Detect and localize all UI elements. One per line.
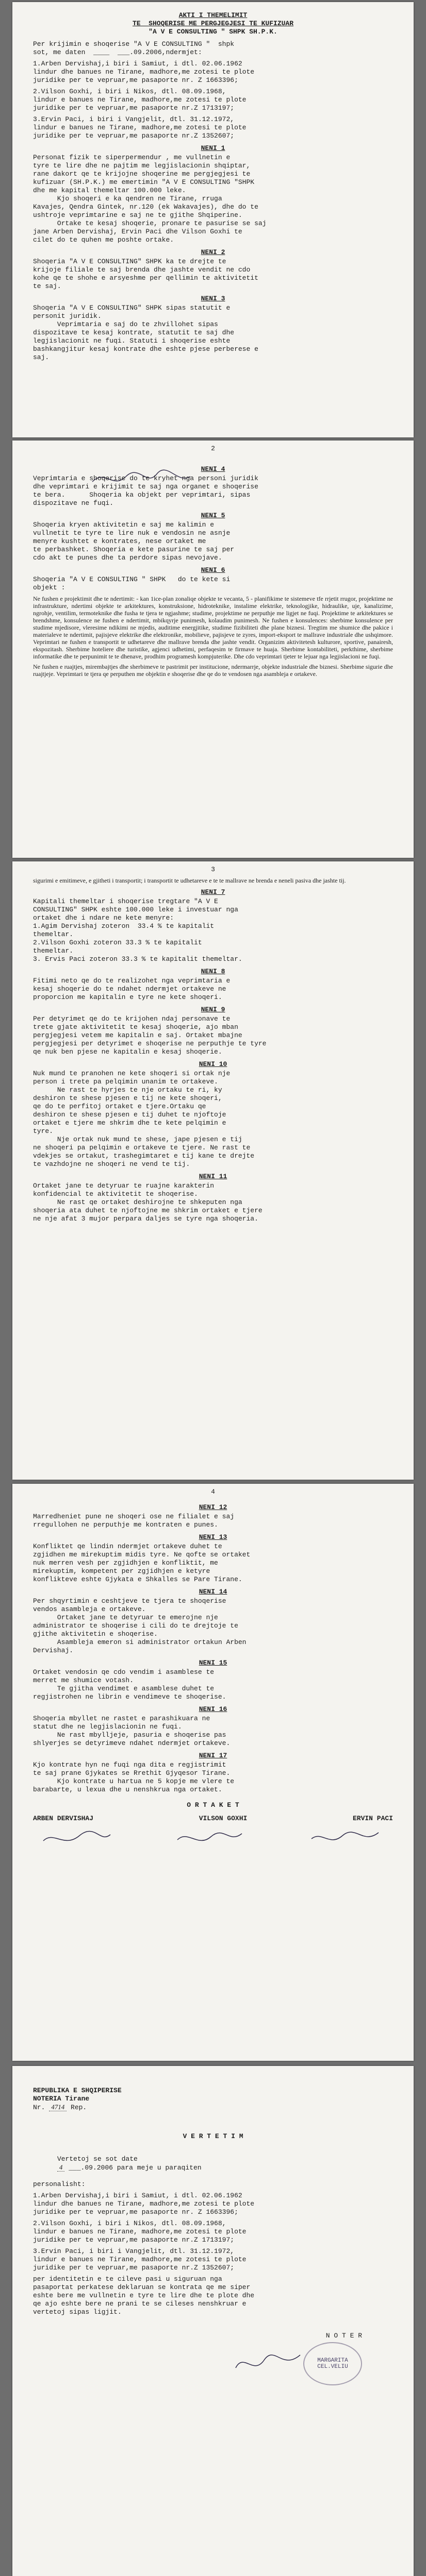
notary-office: NOTERIA Tirane bbox=[33, 2095, 90, 2103]
signatories-heading: O R T A K E T bbox=[187, 1801, 239, 1809]
article-6-intro: Shoqeria "A V E CONSULTING " SHPK do te kete si objekt : bbox=[33, 575, 231, 591]
article-16-heading: NENI 16 bbox=[199, 1705, 227, 1713]
article-9-text: Per detyrimet qe do te krijohen ndaj personave te trete gjate aktivitetit te kesaj shoqerie, ajo mban pergjegjesi vetem me kapitalin e saj. Ortaket mbajne pergjegjesi per detyrimet e shoqerise ne perputhje te tyre qe nuk ben pjese ne kapitalin e kesaj shoqerie. bbox=[33, 1015, 267, 1056]
party-3: 3.Ervin Paci, i biri i Vangjelit, dtl. 31.12.1972, lindur e banues ne Tirane, madhore,me zotesi te plote juridike per te vepruar,me pasaporte nr.Z 1352607; bbox=[33, 115, 247, 140]
continued-object-line: sigurimi e emitimeve, e gjitheti i transportit; i transportit te udhetareve e te te mallrave ne brenda e neneli pasiva dhe jashte tij. bbox=[33, 877, 346, 884]
document-page-1 bbox=[12, 2, 414, 437]
certification-lead-2: personalisht: bbox=[33, 2180, 86, 2188]
notary-label: N O T E R bbox=[325, 2332, 362, 2340]
document-page-notary bbox=[12, 2066, 414, 2576]
repertory-handwritten-number: 4714 bbox=[49, 2103, 67, 2111]
article-17-heading: NENI 17 bbox=[199, 1752, 227, 1759]
article-10-heading: NENI 10 bbox=[199, 1060, 227, 1068]
article-4-text: Veprimtaria e shoqerise do te kryhet nga personi juridik dhe veprimtari e krijimit te saj nga organet e shoqerise te bera. Shoqeria ka objekt per veprimtari, sipas dispozitave ne fuqi. bbox=[33, 474, 258, 507]
article-11-heading: NENI 11 bbox=[199, 1173, 227, 1180]
page-number: 4 bbox=[211, 1488, 215, 1496]
deed-title: AKTI I THEMELIMIT bbox=[178, 11, 248, 19]
article-4-heading: NENI 4 bbox=[201, 465, 225, 473]
signatory-ervin-paci: ERVIN PACI bbox=[352, 1815, 393, 1822]
intro-paragraph: Per krijimin e shoqerise "A V E CONSULTING " shpk sot, me daten ____ ___.09.2006,ndermjet: bbox=[33, 40, 235, 56]
article-8-heading: NENI 8 bbox=[201, 968, 225, 975]
repertory-number: Nr. 4714 Rep. bbox=[33, 2103, 87, 2111]
document-page-2 bbox=[12, 440, 414, 858]
deed-subtitle: TE SHOQERISE ME PERGJEGJESI TE KUFIZUAR bbox=[132, 20, 294, 27]
notary-party-3: 3.Ervin Paci, i biri i Vangjelit, dtl. 31.12.1972, lindur e banues ne Tirane, madhore,me zotesi te plote juridike per te vepruar,me pasaporte nr.Z 1352607; bbox=[33, 2247, 247, 2272]
company-name: "A V E CONSULTING " SHPK SH.P.K. bbox=[149, 28, 277, 36]
article-7-text: Kapitali themeltar i shoqerise tregtare "A V E CONSULTING" SHPK eshte 100.000 leke i investuar nga ortaket dhe i ndare ne kete menyre: 1.Agim Dervishaj zoteron 33.4 % te kapitalit themeltar. 2.Vilson Goxhi zoteron 33.3 % te kapitalit themeltar. 3. Ervis Paci zoteron 33.3 % te kapitalit themeltar. bbox=[33, 897, 242, 963]
article-1-text: Personat fizik te siperpermendur , me vullnetin e tyre te lire dhe ne pajtim me legjislacionin shqiptar, rane dakort qe te krijojne shoqerine me pergjegjesi te kufizuar (SH.P.K.) me emertimin "A V E CONSULTING "SHPK dhe me kapital themeltar 100.000 leke. Kjo shoqeri e ka qendren ne Tirane, rruga Kavajes, Qendra Gintek, nr.120 (ek Wakavajes), dhe do te ushtroje veprimtarine e saj ne te gjithe Shqiperine. Ortake te kesaj shoqerie, pronare te pasurise se saj jane Arben Dervishaj, Ervin Paci dhe Vilson Goxhi te cilet do te quhen me poshte ortake. bbox=[33, 154, 267, 244]
article-3-heading: NENI 3 bbox=[201, 295, 225, 302]
page-number: 3 bbox=[211, 866, 215, 873]
document-page-3 bbox=[12, 861, 414, 1480]
document-page-4 bbox=[12, 1484, 414, 2061]
party-2: 2.Vilson Goxhi, i biri i Nikos, dtl. 08.09.1968, lindur e banues ne Tirane, madhore,me zotesi te plote juridike per te vepruar,me pasaporte nr.Z 1713197; bbox=[33, 88, 247, 112]
article-3-text: Shoqeria "A V E CONSULTING" SHPK sipas statutit e personit juridik. Veprimtaria e saj do te zhvillohet sipas dispozitave te kesaj kontrate, statutit te saj dhe legjislacionit ne fuqi. Statuti i shoqerise eshte bashkangjitur kesaj kontrate dhe eshte pjese perberese e saj. bbox=[33, 304, 258, 361]
signatories-row bbox=[33, 1815, 393, 1822]
notary-signature-block bbox=[33, 2332, 393, 2388]
article-1-heading: NENI 1 bbox=[201, 144, 225, 152]
article-14-heading: NENI 14 bbox=[199, 1588, 227, 1596]
notary-stamp bbox=[303, 2342, 362, 2385]
notary-signature bbox=[233, 2347, 305, 2378]
article-15-heading: NENI 15 bbox=[199, 1659, 227, 1667]
article-2-text: Shoqeria "A V E CONSULTING" SHPK ka te drejte te krijoje filiale te saj brenda dhe jashte vendit ne cdo kohe qe te shohe e arsyeshme per qellimin te aktivitetit te saj. bbox=[33, 258, 258, 290]
party-1: 1.Arben Dervishaj,i biri i Samiut, i dtl. 02.06.1962 lindur dhe banues ne Tirane, madhore,me zotesi te plote juridike per te vepruar,me pasaporte nr. Z 1663396; bbox=[33, 60, 255, 84]
notary-party-1: 1.Arben Dervishaj,i biri i Samiut, i dtl. 02.06.1962 lindur dhe banues ne Tirane, madhore,me zotesi te plote juridike per te vepruar,me pasaporte nr. Z 1663396; bbox=[33, 2192, 255, 2216]
notary-name: MARGARITA bbox=[317, 2358, 348, 2364]
country-header: REPUBLIKA E SHQIPERISE bbox=[33, 2087, 122, 2094]
article-14-text: Per shqyrtimin e ceshtjeve te tjera te shoqerise vendos asambleja e ortakeve. Ortaket jane te detyruar te emerojne nje administrator te shoqerise i cili do te drejtoje te gjithe aktivitetin e shoqerise. Asambleja emeron si administrator ortakun Arben Dervishaj. bbox=[33, 1597, 247, 1654]
article-5-text: Shoqeria kryen aktivitetin e saj me kalimin e vullnetit te tyre te lire nuk e vendosin ne asnje menyre kushtet e kontrates, nese ortaket me te perbashket. Shoqeria e kete pasurine te saj per cdo akt te punes dhe ta perdore sipas nevojave. bbox=[33, 521, 235, 562]
article-12-heading: NENI 12 bbox=[199, 1503, 227, 1511]
article-17-text: Kjo kontrate hyn ne fuqi nga dita e regjistrimit te saj prane Gjykates se Rrethit Gjyqesor Tirane. Kjo kontrate u hartua ne 5 kopje me vlere te barabarte, u lexua dhe u nenshkrua nga ortaket. bbox=[33, 1761, 235, 1793]
article-13-heading: NENI 13 bbox=[199, 1533, 227, 1541]
article-15-text: Ortaket vendosin qe cdo vendim i asamblese te merret me shumice votash. Te gjitha vendimet e asamblese duhet te regjistrohen ne librin e vendimeve te shoqerise. bbox=[33, 1668, 226, 1701]
article-2-heading: NENI 2 bbox=[201, 248, 225, 256]
article-6-object-text: Ne fushen e projektimit dhe te ndertimit: - kan 1ice-plan zonaliqe objekte te vecanta, 5 - planifikime te sistemeve tfe rrjetit rrugor, projektime ne infrastrukture, ndertimi objekte te arkitektures, konstruksione, hidroteknike, instalime elektrike, teknologjike, hidraulike, uje, kanalizime, ngrohje, ventilim, termoteknike dhe fusha te tjera te ngjashme; studime, projektime ne perputhje me ligjet ne fuqi. Projektime te arkitektures se brendshme, konsulence ne fushen e ndertimit, mbikqyrje punimesh, kolaudim punimesh. Ne fushen e konsulences: sherbime konsulence per studime mjedisore, vleresime ndikimi ne mjedis, auditime energjitike, studime fizibiliteti dhe plane biznesi. Tregtim me shumice dhe pakice i materialeve te ndertimit, pajisjeve elektrike dhe elektronike, mobilieve, pajisjeve te zyres, import-eksport te mallrave industriale dhe ushqimore. Veprimtari ne fushen e transportit te udhetareve dhe mallrave brenda dhe jashte vendit. Organizim aktivitetesh kulturore, sportive, panairesh, ekspozitash. Sherbime hoteliere dhe turistike, agjenci udhetimi, perfaqesim te firmave te huaja. Sherbime kontabiliteti, perkthime, sherbime informatike dhe te perpunimit te te dhenave, prodhim programesh kompjuterike. Dhe cdo veprimtari tjeter te lejuar nga legjislacioni ne fuqi. bbox=[33, 595, 393, 660]
article-6-object-continued: Ne fushen e ruajtjes, mirembajtjes dhe sherbimeve te pastrimit per institucione, ndermarrje, objekte industriale dhe biznesi. Sherbime sigurie dhe ruajtjeje. Veprimtari te tjera qe perputhen me objektin e shoqerise dhe qe do te vendosen nga asambleja e ortakeve. bbox=[33, 663, 393, 677]
certification-lead: Vertetoj se sot date 4 ___.09.2006 para meje u paraqiten bbox=[57, 2155, 202, 2172]
article-12-text: Marredheniet pune ne shoqeri ose ne filialet e saj rregullohen ne perputhje me kontraten e punes. bbox=[33, 1513, 235, 1529]
page-number: 2 bbox=[211, 445, 215, 452]
article-6-heading: NENI 6 bbox=[201, 566, 225, 574]
article-7-heading: NENI 7 bbox=[201, 888, 225, 896]
article-8-text: Fitimi neto qe do te realizohet nga veprimtaria e kesaj shoqerie do te ndahet ndermjet ortakeve ne proporcion me kapitalin e tyre ne kete shoqeri. bbox=[33, 977, 231, 1001]
article-9-heading: NENI 9 bbox=[201, 1006, 225, 1013]
article-5-heading: NENI 5 bbox=[201, 512, 225, 519]
article-10-text: Nuk mund te pranohen ne kete shoqeri si ortak nje person i trete pa pelqimin unanim te ortakeve. Ne rast te hyrjes te nje ortaku te ri, ky deshiron te shese pjesen e tij ne kete shoqeri, qe do te perfitoj ortaket e tjere.Ortaku qe deshiron te shese pjesen e tij duhet te njoftoje ortaket e tjere me shkrim dhe te kete pelqimin e tyre. Nje ortak nuk mund te shese, jape pjesen e tij ne shoqeri pa pelqimin e ortakeve te tjere. Ne rast te vdekjes se ortakut, trashegimtaret e tij kane te drejte te vazhdojne ne shoqeri ne vend te tij. bbox=[33, 1070, 255, 1168]
article-11-text: Ortaket jane te detyruar te ruajne karakterin konfidencial te aktivitetit te shoqerise. Ne rast qe ortaket deshirojne te shkeputen nga shoqeria ata duhet te njoftojne me shkrim ortaket e tjere ne nje afat 3 mujor perpara daljes se tyre nga shoqeria. bbox=[33, 1182, 263, 1223]
handwritten-day: 4 bbox=[57, 2163, 65, 2172]
notary-party-2: 2.Vilson Goxhi, i biri i Nikos, dtl. 08.09.1968, lindur e banues ne Tirane, madhore,me zotesi te plote juridike per te vepruar,me pasaporte nr.Z 1713197; bbox=[33, 2219, 247, 2244]
notary-stamp-text: CEL.VELIU bbox=[317, 2364, 348, 2370]
signatory-vilson-goxhi: VILSON GOXHI bbox=[199, 1815, 248, 1822]
article-13-text: Konfliktet qe lindin ndermjet ortakeve duhet te zgjidhen me mirekuptim midis tyre. Ne qofte se ortaket nuk merren vesh per zgjidhjen e konfliktit, me mirekuptim, kompetent per zgjidhjen e ketyre konflikteve eshte Gjykata e Shkalles se Pare Tirane. bbox=[33, 1543, 251, 1583]
article-16-text: Shoqeria mbyllet ne rastet e parashikuara ne statut dhe ne legjislacionin ne fuqi. Ne rast mbylljeje, pasuria e shoqerise pas shlyerjes se detyrimeve ndahet ndermjet ortakeve. bbox=[33, 1715, 231, 1747]
handwritten-signatures bbox=[33, 1825, 393, 1851]
certification-closing: per identitetin e te cileve pasi u siguruan nga pasaportat perkatese deklaruan se kontrata qe me siper eshte bere me vullnetin e tyre te lire dhe te plote dhe qe ajo eshte bere ne prani te se cileses nenshkruar e vertetoj sipas ligjit. bbox=[33, 2275, 255, 2316]
certification-title: V E R T E T I M bbox=[183, 2132, 243, 2140]
signatory-arben-dervishaj: ARBEN DERVISHAJ bbox=[33, 1815, 94, 1822]
